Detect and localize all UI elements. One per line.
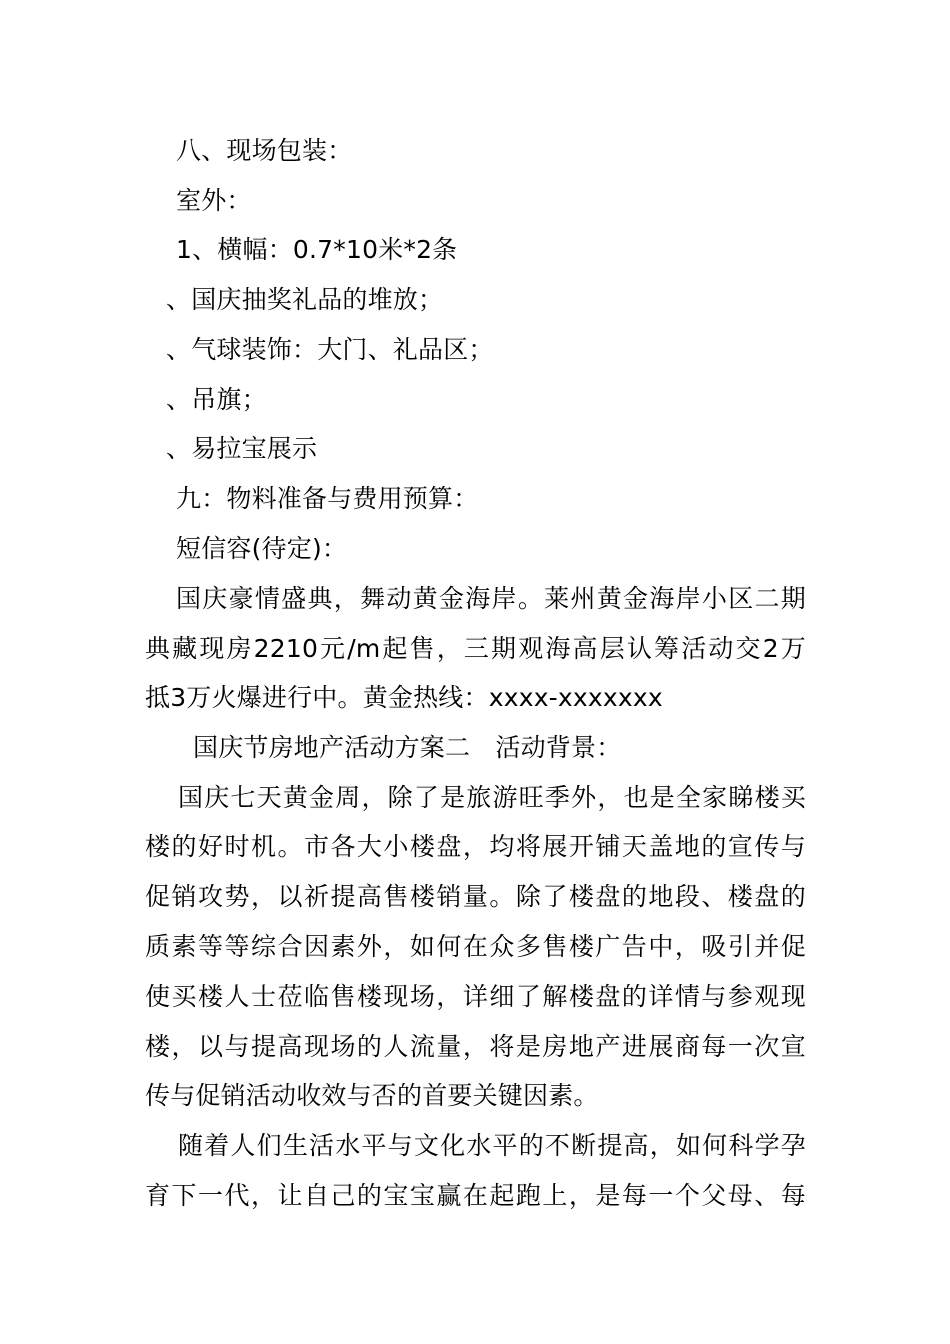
paragraph-line: 育下一代，让自己的宝宝赢在起跑上，是每一个父母、每: [145, 1181, 806, 1210]
text-line: 短信容(待定)：: [176, 534, 348, 563]
paragraph-line: 楼的好时机。市各大小楼盘，均将展开铺天盖地的宣传与: [145, 832, 806, 861]
list-item: 、国庆抽奖礼品的堆放；: [166, 285, 444, 314]
paragraph-line: 国庆七天黄金周，除了是旅游旺季外，也是全家睇楼买: [178, 783, 806, 812]
section-heading-nine: 九：物料准备与费用预算：: [176, 484, 479, 513]
paragraph-line: 楼，以与提高现场的人流量，将是房地产进展商每一次宣: [145, 1032, 806, 1061]
paragraph-line: 促销攻势，以祈提高售楼销量。除了楼盘的地段、楼盘的: [145, 882, 806, 911]
list-item: 、易拉宝展示: [166, 434, 318, 463]
text-line: 室外：: [176, 186, 252, 215]
paragraph-line: 抵3万火爆进行中。黄金热线：xxxx-xxxxxxx: [145, 683, 663, 712]
list-item: 、气球装饰：大门、礼品区；: [166, 335, 494, 364]
paragraph-line: 典藏现房2210元/m起售，三期观海高层认筹活动交2万: [145, 634, 806, 663]
paragraph-line: 使买楼人士莅临售楼现场，详细了解楼盘的详情与参观现: [145, 982, 806, 1011]
list-item: 、吊旗；: [166, 385, 267, 414]
paragraph-line: 随着人们生活水平与文化水平的不断提高，如何科学孕: [178, 1131, 806, 1160]
section-heading-eight: 八、现场包装：: [176, 136, 353, 165]
section-title: 国庆节房地产活动方案二 活动背景：: [193, 733, 622, 762]
paragraph-line: 传与促销活动收效与否的首要关键因素。: [145, 1081, 599, 1110]
paragraph-line: 质素等等综合因素外，如何在众多售楼广告中，吸引并促: [145, 932, 806, 961]
paragraph-line: 国庆豪情盛典，舞动黄金海岸。莱州黄金海岸小区二期: [176, 584, 806, 613]
list-item: 1、横幅：0.7*10米*2条: [176, 235, 458, 264]
